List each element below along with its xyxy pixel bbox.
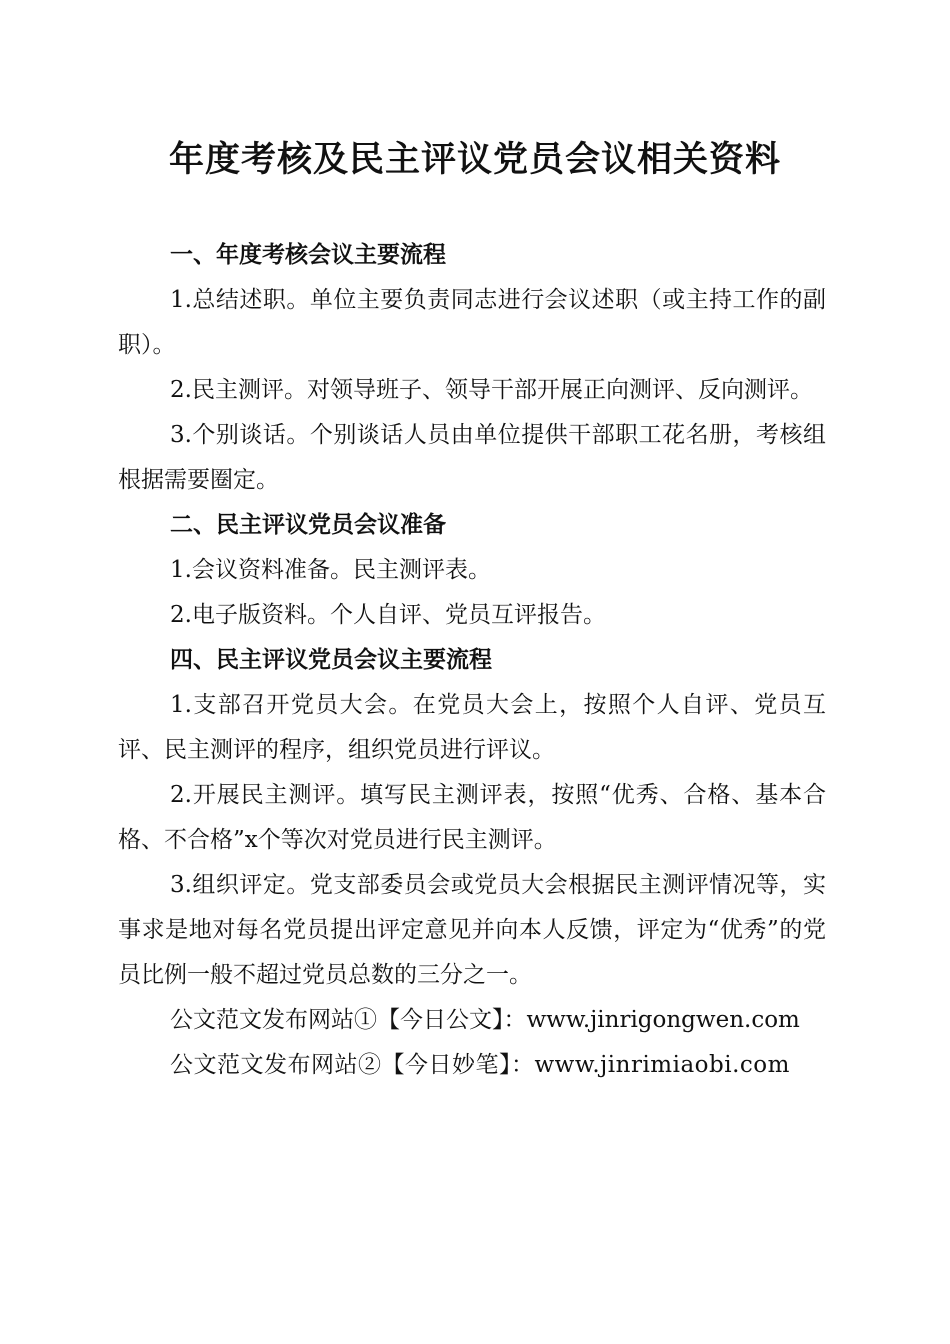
section-heading-1: 一、年度考核会议主要流程 — [170, 242, 446, 268]
document-body — [118, 233, 826, 1088]
paragraph-organize-assessment: 3.组织评定。党支部委员会或党员大会根据民主测评情况等，实事求是地对每名党员提出评定意见并向本人反馈，评定为“优秀”的党员比例一般不超过党员总数的三分之一。 — [118, 872, 826, 988]
section-heading-4: 四、民主评议党员会议主要流程 — [170, 647, 492, 673]
paragraph-website-2: 公文范文发布网站②【今日妙笔】：www.jinrimiaobi.com — [170, 1052, 790, 1078]
paragraph-democratic-test: 2.开展民主测评。填写民主测评表，按照“优秀、合格、基本合格、不合格”x个等次对党员进行民主测评。 — [118, 782, 826, 853]
paragraph-branch-meeting: 1.支部召开党员大会。在党员大会上，按照个人自评、党员互评、民主测评的程序，组织党员进行评议。 — [118, 692, 826, 763]
paragraph-electronic-materials: 2.电子版资料。个人自评、党员互评报告。 — [170, 602, 606, 628]
paragraph-website-1: 公文范文发布网站①【今日公文】：www.jinrigongwen.com — [170, 1007, 800, 1033]
paragraph-individual-talks: 3.个别谈话。个别谈话人员由单位提供干部职工花名册，考核组根据需要圈定。 — [118, 422, 826, 493]
paragraph-meeting-materials: 1.会议资料准备。民主测评表。 — [170, 557, 491, 583]
section-heading-2: 二、民主评议党员会议准备 — [170, 512, 446, 538]
document-title: 年度考核及民主评议党员会议相关资料 — [168, 140, 781, 180]
paragraph-summary-report: 1.总结述职。单位主要负责同志进行会议述职（或主持工作的副职）。 — [118, 287, 826, 358]
paragraph-democratic-evaluation: 2.民主测评。对领导班子、领导干部开展正向测评、反向测评。 — [170, 377, 813, 403]
